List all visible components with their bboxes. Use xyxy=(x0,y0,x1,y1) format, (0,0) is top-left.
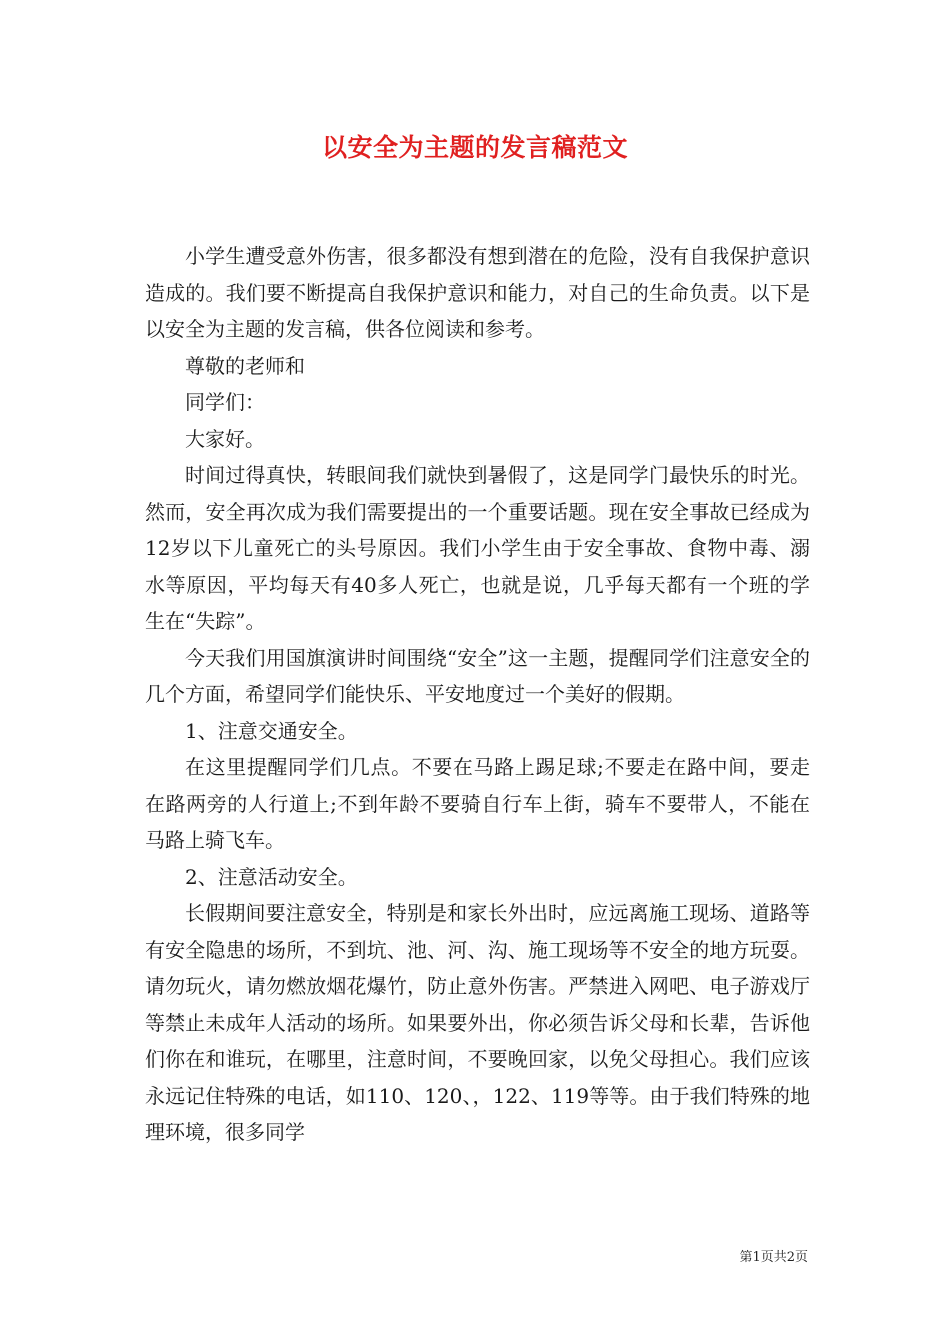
document-body xyxy=(145,238,810,1151)
paragraph-activity: 长假期间要注意安全，特别是和家长外出时，应远离施工现场、道路等有安全隐患的场所，不到坑、池、河、沟、施工现场等不安全的地方玩耍。请勿玩火，请勿燃放烟花爆竹，防止意外伤害。严禁进入网吧、电子游戏厅等禁止未成年人活动的场所。如果要外出，你必须告诉父母和长辈，告诉他们你在和谁玩，在哪里，注意时间，不要晚回家，以免父母担心。我们应该永远记住特殊的电话，如110、120、，122、119等等。由于我们特殊的地理环境，很多同学 xyxy=(145,901,810,1144)
paragraph-salutation-2: 同学们： xyxy=(185,390,265,414)
paragraph-body-1: 时间过得真快，转眼间我们就快到暑假了，这是同学门最快乐的时光。然而，安全再次成为我们需要提出的一个重要话题。现在安全事故已经成为12岁以下儿童死亡的头号原因。我们小学生由于安全事故、食物中毒、溺水等原因，平均每天有40多人死亡，也就是说，几乎每天都有一个班的学生在“失踪”。 xyxy=(145,463,810,633)
page-indicator: 第1页共2页 xyxy=(739,1250,808,1265)
page-title: 以安全为主题的发言稿范文 xyxy=(321,133,628,162)
section-heading-traffic: 1、注意交通安全。 xyxy=(185,718,358,743)
paragraph-salutation-1: 尊敬的老师和 xyxy=(185,353,305,378)
paragraph-intro: 小学生遭受意外伤害，很多都没有想到潜在的危险，没有自我保护意识造成的。我们要不断提高自我保护意识和能力，对自己的生命负责。以下是以安全为主题的发言稿，供各位阅读和参考。 xyxy=(145,244,810,341)
paragraph-body-2: 今天我们用国旗演讲时间围绕“安全”这一主题，提醒同学们注意安全的几个方面，希望同学们能快乐、平安地度过一个美好的假期。 xyxy=(145,645,810,706)
paragraph-greeting: 大家好。 xyxy=(185,426,265,451)
section-heading-activity: 2、注意活动安全。 xyxy=(185,864,358,889)
paragraph-traffic: 在这里提醒同学们几点。不要在马路上踢足球;不要走在路中间，要走在路两旁的人行道上;不到年龄不要骑自行车上街，骑车不要带人，不能在马路上骑飞车。 xyxy=(145,755,810,852)
